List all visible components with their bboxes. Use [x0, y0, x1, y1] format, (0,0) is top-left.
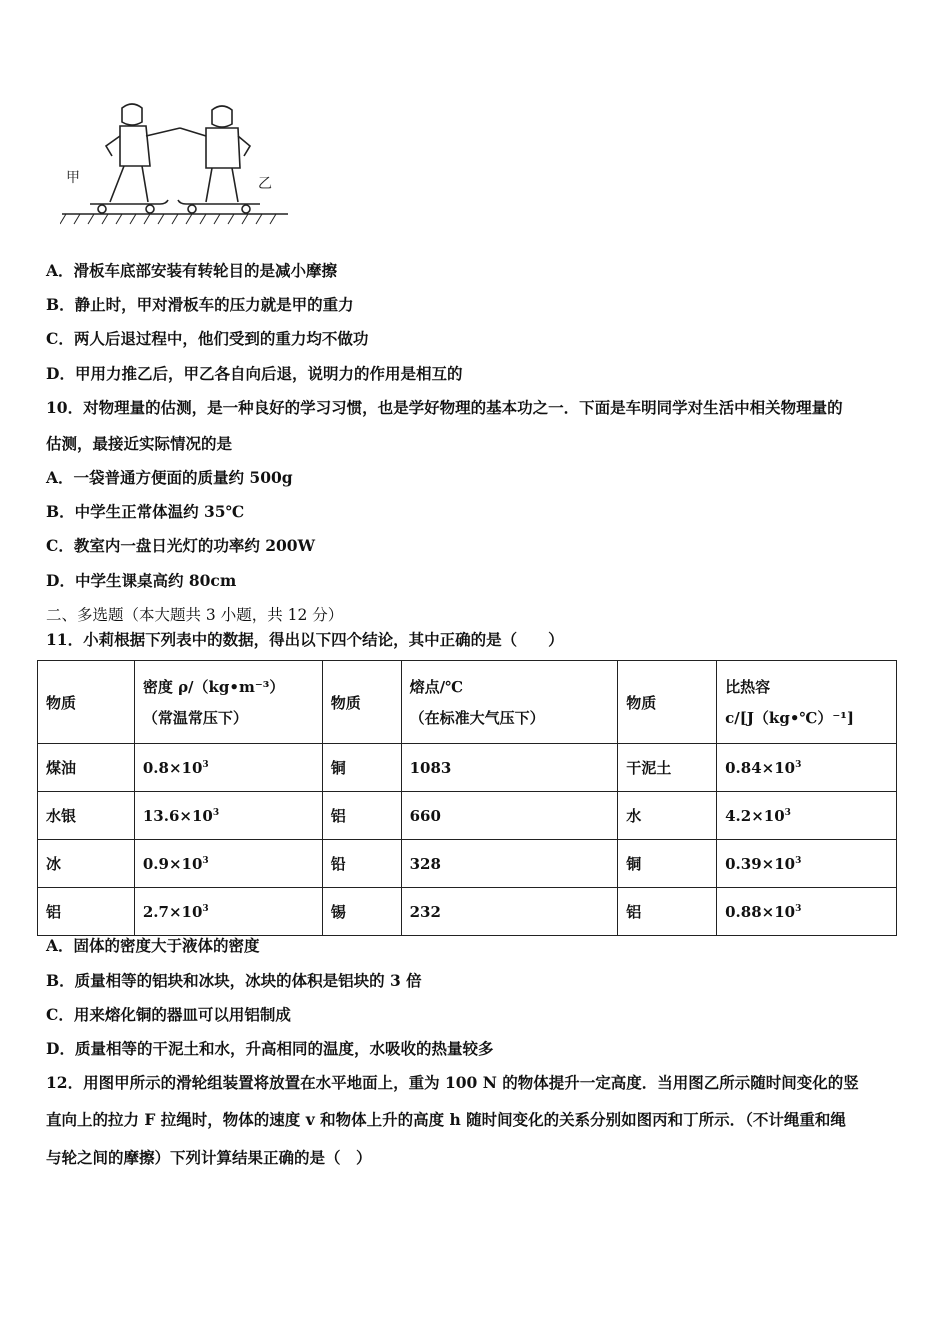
q10-option-c: C．教室内一盘日光灯的功率约 200W	[46, 536, 315, 555]
q12-stem-line2: 直向上的拉力 F 拉绳时，物体的速度 v 和物体上升的高度 h 随时间变化的关系分别如图丙和丁所示．（不计绳重和绳	[46, 1110, 846, 1129]
cell-substance: 锡	[322, 888, 401, 936]
cell-substance: 铝	[38, 888, 135, 936]
header-substance-2: 物质	[322, 661, 401, 744]
header-melting-title: 熔点/℃	[409, 678, 464, 696]
cell-specific-heat: $0.84\times 10^3$	[717, 744, 897, 792]
cell-melting-point: 660	[401, 792, 618, 840]
cell-substance: 冰	[38, 840, 135, 888]
q12-stem-line3: 与轮之间的摩擦）下列计算结果正确的是（ ）	[46, 1148, 372, 1167]
q10-stem-line1: 10．对物理量的估测，是一种良好的学习习惯，也是学好物理的基本功之一．下面是车明同学对生活中相关物理量的	[46, 398, 843, 417]
cell-substance: 水	[618, 792, 717, 840]
q9-option-b: B．静止时，甲对滑板车的压力就是甲的重力	[46, 295, 354, 314]
cell-substance: 铝	[618, 888, 717, 936]
q9-option-c: C．两人后退过程中，他们受到的重力均不做功	[46, 329, 369, 348]
section-heading: 二、多选题（本大题共 3 小题，共 12 分）	[46, 606, 344, 624]
cell-density: $0.9\times 10^3$	[134, 840, 322, 888]
skateboard-figure	[60, 96, 292, 232]
cell-density: $13.6\times 10^3$	[134, 792, 322, 840]
cell-density: $2.7\times 10^3$	[134, 888, 322, 936]
q11-option-c: C．用来熔化铜的器皿可以用铝制成	[46, 1005, 291, 1024]
cell-substance: 水银	[38, 792, 135, 840]
cell-substance: 铝	[322, 792, 401, 840]
skateboard-right	[178, 200, 260, 213]
header-density-note: （常温常压下）	[142, 709, 248, 727]
cell-melting-point: 328	[401, 840, 618, 888]
header-density	[134, 661, 322, 744]
table-row	[38, 888, 897, 936]
q11-option-a: A．固体的密度大于液体的密度	[46, 936, 260, 955]
table-row	[38, 744, 897, 792]
q10-option-a: A．一袋普通方便面的质量约 500g	[46, 468, 293, 487]
data-table	[37, 660, 897, 936]
cell-specific-heat: $0.39\times 10^3$	[717, 840, 897, 888]
cell-substance: 铜	[322, 744, 401, 792]
q11-option-b: B．质量相等的铝块和冰块，冰块的体积是铝块的 3 倍	[46, 971, 422, 990]
person-jia	[106, 104, 180, 202]
header-substance-3: 物质	[618, 661, 717, 744]
cell-specific-heat: $0.88\times 10^3$	[717, 888, 897, 936]
header-heat-unit: c/[J（kg•℃）⁻¹]	[725, 709, 854, 727]
cell-substance: 铜	[618, 840, 717, 888]
cell-melting-point: 1083	[401, 744, 618, 792]
cell-density: $0.8\times 10^3$	[134, 744, 322, 792]
q12-stem-line1: 12．用图甲所示的滑轮组装置将放置在水平地面上，重为 100 N 的物体提升一定高度．当用图乙所示随时间变化的竖	[46, 1073, 859, 1092]
cell-substance: 铅	[322, 840, 401, 888]
q11-option-d: D．质量相等的干泥土和水，升高相同的温度，水吸收的热量较多	[46, 1039, 494, 1058]
q9-option-a: A．滑板车底部安装有转轮目的是减小摩擦	[46, 261, 338, 280]
q10-option-b: B．中学生正常体温约 35℃	[46, 502, 245, 521]
table-row	[38, 840, 897, 888]
header-substance-1: 物质	[38, 661, 135, 744]
q10-option-d: D．中学生课桌高约 80cm	[46, 571, 237, 590]
table-row	[38, 792, 897, 840]
cell-substance: 煤油	[38, 744, 135, 792]
cell-substance: 干泥土	[618, 744, 717, 792]
header-density-title: 密度 ρ/（kg•m⁻³）	[142, 678, 285, 696]
label-jia: 甲	[66, 170, 80, 186]
header-heat-title: 比热容	[725, 678, 771, 696]
q11-stem: 11．小莉根据下列表中的数据，得出以下四个结论，其中正确的是（ ）	[46, 630, 564, 649]
header-melting-note: （在标准大气压下）	[409, 709, 545, 727]
ground-hatch	[60, 214, 276, 224]
q9-option-d: D．甲用力推乙后，甲乙各自向后退，说明力的作用是相互的	[46, 364, 463, 383]
header-melting-point	[401, 661, 618, 744]
table-header-row	[38, 661, 897, 744]
label-yi: 乙	[258, 176, 272, 192]
cell-specific-heat: $4.2\times 10^3$	[717, 792, 897, 840]
header-specific-heat	[717, 661, 897, 744]
person-yi	[180, 106, 250, 202]
q10-stem-line2: 估测，最接近实际情况的是	[46, 434, 233, 453]
cell-melting-point: 232	[401, 888, 618, 936]
skateboard-left	[90, 200, 168, 213]
